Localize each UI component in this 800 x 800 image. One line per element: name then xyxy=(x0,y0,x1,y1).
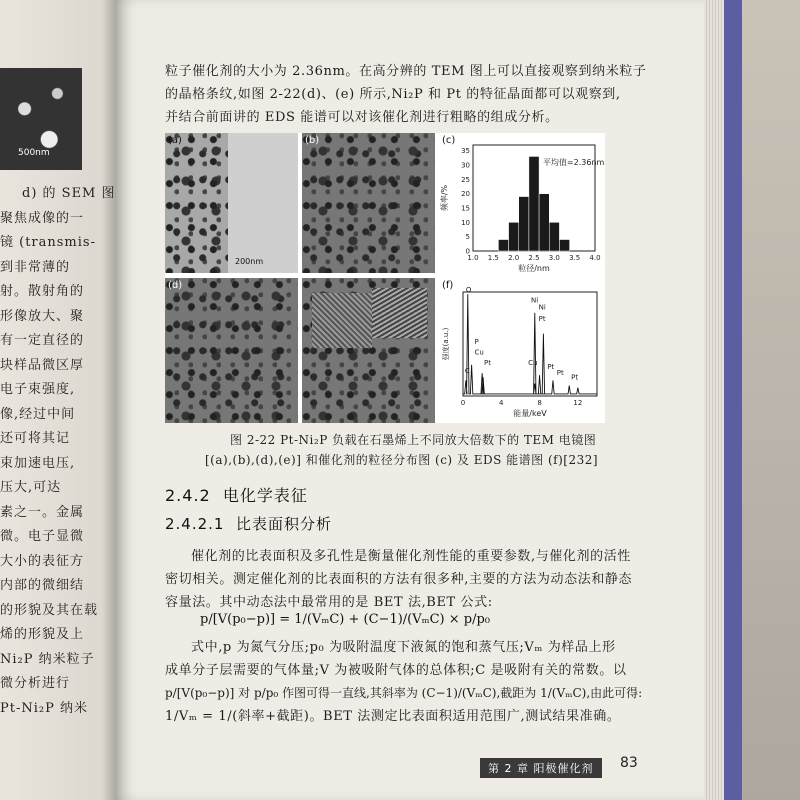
left-page-text-fragment: 像,经过中间 xyxy=(0,406,76,422)
text-line: 式中,p 为氮气分压;p₀ 为吸附温度下液氮的饱和蒸气压;Vₘ 为样品上形 xyxy=(191,640,616,655)
panel-label: (d) xyxy=(168,280,183,291)
chapter-tag: 第 2 章 阳极催化剂 xyxy=(480,758,602,778)
subsection-heading xyxy=(165,513,332,534)
text-line: 容量法。其中动态法中最常用的是 BET 法,BET 公式: xyxy=(165,595,493,610)
panel-label: (f) xyxy=(442,280,454,291)
histogram-bar xyxy=(529,156,539,251)
figure-2-22 xyxy=(165,133,605,423)
x-tick-label: 3.5 xyxy=(569,254,581,262)
x-tick-label: 1.0 xyxy=(467,254,479,262)
panel-a-tem-image xyxy=(165,133,298,273)
histogram-bar xyxy=(539,194,549,251)
x-tick-label: 3.0 xyxy=(548,254,560,262)
panel-label: (c) xyxy=(442,135,456,146)
peak-label: Pt xyxy=(484,358,492,367)
text-line: 的晶格条纹,如图 2-22(d)、(e) 所示,Ni₂P 和 Pt 的特征晶面都可以观察到, xyxy=(165,87,621,102)
bet-formula: p/[V(p₀−p)] = 1/(VₘC) + (C−1)/(VₘC) × p/p₀ xyxy=(200,612,491,627)
page-stack-edge xyxy=(704,0,724,800)
peak-label: Ni xyxy=(538,303,546,312)
panel-e-tem-image xyxy=(302,278,435,423)
left-page-text-fragment: 到非常薄的 xyxy=(0,259,71,275)
left-page-text-fragment: 微分析进行 xyxy=(0,676,71,691)
y-axis-label: 频率/% xyxy=(440,184,449,212)
text-line: p/[V(p₀−p)] 对 p/p₀ 作图可得一直线,其斜率为 (C−1)/(VₘC),截距为 1/(VₘC),由此可得: xyxy=(165,686,643,700)
peak-label: C xyxy=(464,367,470,376)
x-tick-label: 8 xyxy=(537,399,542,407)
subsection-number: 2.4.2.1 xyxy=(165,515,225,533)
left-page-text-fragment: 射。散射角的 xyxy=(0,284,85,299)
left-page-text-fragment: Ni₂P 纳米粒子 xyxy=(0,651,95,667)
subsection-title: 比表面积分析 xyxy=(236,515,333,533)
panel-d-tem-image xyxy=(165,278,298,423)
left-page-text-fragment: d) 的 SEM 图 xyxy=(22,186,116,201)
left-page-text-fragment: 的形貌及其在载 xyxy=(0,602,99,618)
left-page-text-fragment: 大小的表征方 xyxy=(0,553,85,569)
left-page-text-fragment: 束加速电压, xyxy=(0,455,76,471)
panel-label: (b) xyxy=(305,135,320,146)
left-page-text-fragment: 素之一。金属 xyxy=(0,504,85,520)
y-tick-label: 0 xyxy=(465,247,470,256)
x-axis-label: 能量/keV xyxy=(513,409,547,418)
lattice-fringe-inset xyxy=(312,293,372,348)
peak-label: Ni xyxy=(530,296,539,305)
section-title: 电化学表征 xyxy=(222,486,308,505)
book-cover-edge xyxy=(724,0,742,800)
peak-label: Cu xyxy=(474,348,484,357)
y-tick-label: 10 xyxy=(461,218,470,227)
panel-b-tem-image xyxy=(302,133,435,273)
scale-bar-label: 200nm xyxy=(235,257,264,266)
peak-label: Pt xyxy=(538,315,546,324)
x-tick-label: 2.0 xyxy=(508,254,520,262)
figure-caption-line1: 图 2-22 Pt-Ni₂P 负载在石墨烯上不同放大倍数下的 TEM 电镜图 xyxy=(230,433,597,447)
y-tick-label: 30 xyxy=(461,161,470,170)
y-axis-label: 强度(a.u.) xyxy=(442,327,450,361)
y-tick-label: 15 xyxy=(461,204,470,213)
page-number: 83 xyxy=(620,755,638,771)
mean-annotation: 平均值=2.36nm xyxy=(542,158,605,168)
figure-caption-line2: [(a),(b),(d),(e)] 和催化剂的粒径分布图 (c) 及 EDS 能谱图 (f)[232] xyxy=(205,453,599,467)
peak-label: Pt xyxy=(547,362,555,371)
left-page-text-fragment: 镜 (transmis- xyxy=(0,235,96,250)
text-line: 1/Vₘ = 1/(斜率+截距)。BET 法测定比表面积适用范围广,测试结果准确。 xyxy=(165,709,621,724)
left-page-text-fragment: 烯的形貌及上 xyxy=(0,627,85,642)
sem-scale-label: 500nm xyxy=(18,148,50,158)
histogram-bar xyxy=(498,240,508,251)
text-line: 催化剂的比表面积及多孔性是衡量催化剂性能的重要参数,与催化剂的活性 xyxy=(191,549,631,564)
left-page-text-fragment: 块样品微区厚 xyxy=(0,357,85,373)
left-page-text-fragment: Pt-Ni₂P 纳米 xyxy=(0,700,88,716)
left-page-text-fragment: 形像放大、聚 xyxy=(0,308,85,324)
section-heading xyxy=(165,483,308,506)
y-tick-label: 25 xyxy=(461,175,470,184)
peak-label: O xyxy=(465,286,472,294)
panel-label: (a) xyxy=(168,135,182,146)
peak-label: Pt xyxy=(556,369,564,378)
y-tick-label: 35 xyxy=(461,147,470,156)
x-tick-label: 0 xyxy=(460,399,466,407)
histogram-bar xyxy=(509,222,519,251)
x-tick-label: 2.5 xyxy=(528,254,540,262)
peak-label: Cu xyxy=(528,358,538,367)
left-page-text-fragment: 内部的微细结 xyxy=(0,578,85,593)
peak-label: P xyxy=(474,338,479,346)
text-line: 粒子催化剂的大小为 2.36nm。在高分辨的 TEM 图上可以直接观察到纳米粒子 xyxy=(165,64,647,79)
x-tick-label: 1.5 xyxy=(487,254,499,262)
paragraph-intro xyxy=(165,60,685,129)
histogram-bar xyxy=(559,240,569,251)
table-background xyxy=(742,0,800,800)
section-number: 2.4.2 xyxy=(165,486,211,505)
eds-chart xyxy=(439,278,605,423)
x-axis-label: 粒径/nm xyxy=(518,264,550,273)
histogram-bar xyxy=(519,197,529,251)
lattice-fringe-inset xyxy=(372,288,427,338)
paragraph-variables xyxy=(165,636,685,728)
x-tick-label: 12 xyxy=(573,399,583,407)
peak-label: Pt xyxy=(571,373,579,382)
histogram-bar xyxy=(549,222,559,251)
x-tick-label: 4.0 xyxy=(589,254,601,262)
left-page-text-fragment: 还可将其记 xyxy=(0,431,71,446)
left-page-text-fragment: 压大,可达 xyxy=(0,480,62,495)
left-page xyxy=(0,0,120,800)
x-tick-label: 4 xyxy=(499,399,504,407)
left-page-text-fragment: 微。电子显微 xyxy=(0,529,85,544)
panel-f-eds-spectrum xyxy=(439,278,605,423)
y-tick-label: 20 xyxy=(461,190,470,199)
histogram-chart xyxy=(439,133,605,273)
sample-region xyxy=(228,133,298,273)
text-line: 密切相关。测定催化剂的比表面积的方法有很多种,主要的方法为动态法和静态 xyxy=(165,572,633,587)
text-line: 成单分子层需要的气体量;V 为被吸附气体的总体积;C 是吸附有关的常数。以 xyxy=(165,663,627,678)
left-page-text-fragment: 电子束强度, xyxy=(0,382,76,397)
left-page-text-fragment: 聚焦成像的一 xyxy=(0,210,85,226)
y-tick-label: 5 xyxy=(465,233,470,242)
left-page-text-fragment: 有一定直径的 xyxy=(0,333,85,348)
panel-c-histogram xyxy=(439,133,605,273)
paragraph-bet xyxy=(165,545,685,614)
page-footer xyxy=(480,755,700,777)
text-line: 并结合前面讲的 EDS 能谱可以对该催化剂进行粗略的组成分析。 xyxy=(165,110,559,125)
